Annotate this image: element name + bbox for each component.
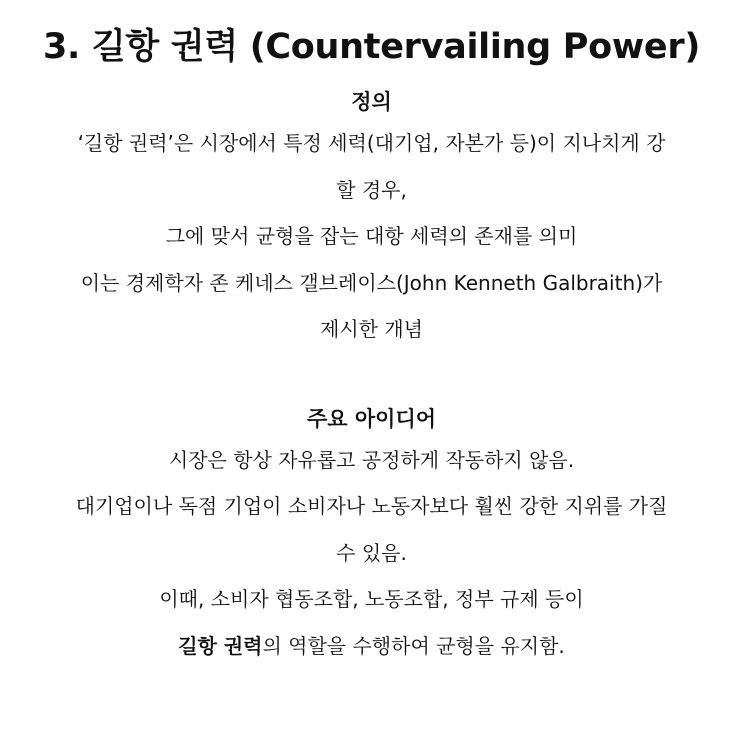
main-ideas-line-3: 이때, 소비자 협동조합, 노동조합, 정부 규제 등이 [159,587,584,611]
main-ideas-line-4-rest: 의 역할을 수행하여 균형을 유지함. [262,633,565,658]
definition-line-3-part-a: 이는 경제학자 존 케네스 갤브레이스(John Kenneth Galbraith)가 [80,270,663,295]
main-ideas-heading: 주요 아이디어 [306,406,437,431]
section-spacer [0,353,743,399]
main-ideas-line-2-part-a: 대기업이나 독점 기업이 소비자나 노동자보다 훨씬 강한 지위를 가질 [75,494,668,518]
main-ideas-line-2 [0,483,743,576]
main-ideas-line-1: 시장은 항상 자유롭고 공정하게 작동하지 않음. [168,447,575,472]
definition-line-1-part-a: ‘길항 권력’은 시장에서 특정 세력(대기업, 자본가 등)이 지나치게 강 [77,131,666,155]
definition-heading: 정의 [351,90,392,114]
definition-line-1 [0,120,743,213]
main-ideas-section [0,401,743,670]
page-title: 3. 길항 권력 (Countervailing Power) [42,27,701,67]
definition-line-3 [0,260,743,353]
main-ideas-line-4 [0,623,743,670]
definition-section [0,84,743,353]
definition-line-2: 그에 맞서 균형을 잡는 대항 세력의 존재를 의미 [165,224,578,248]
definition-line-3-part-b: 제시한 개념 [320,317,423,341]
main-ideas-line-2-part-b: 수 있음. [336,540,407,565]
main-ideas-line-4-bold: 길항 권력 [178,633,263,658]
definition-line-1-part-b: 할 경우, [336,177,407,202]
